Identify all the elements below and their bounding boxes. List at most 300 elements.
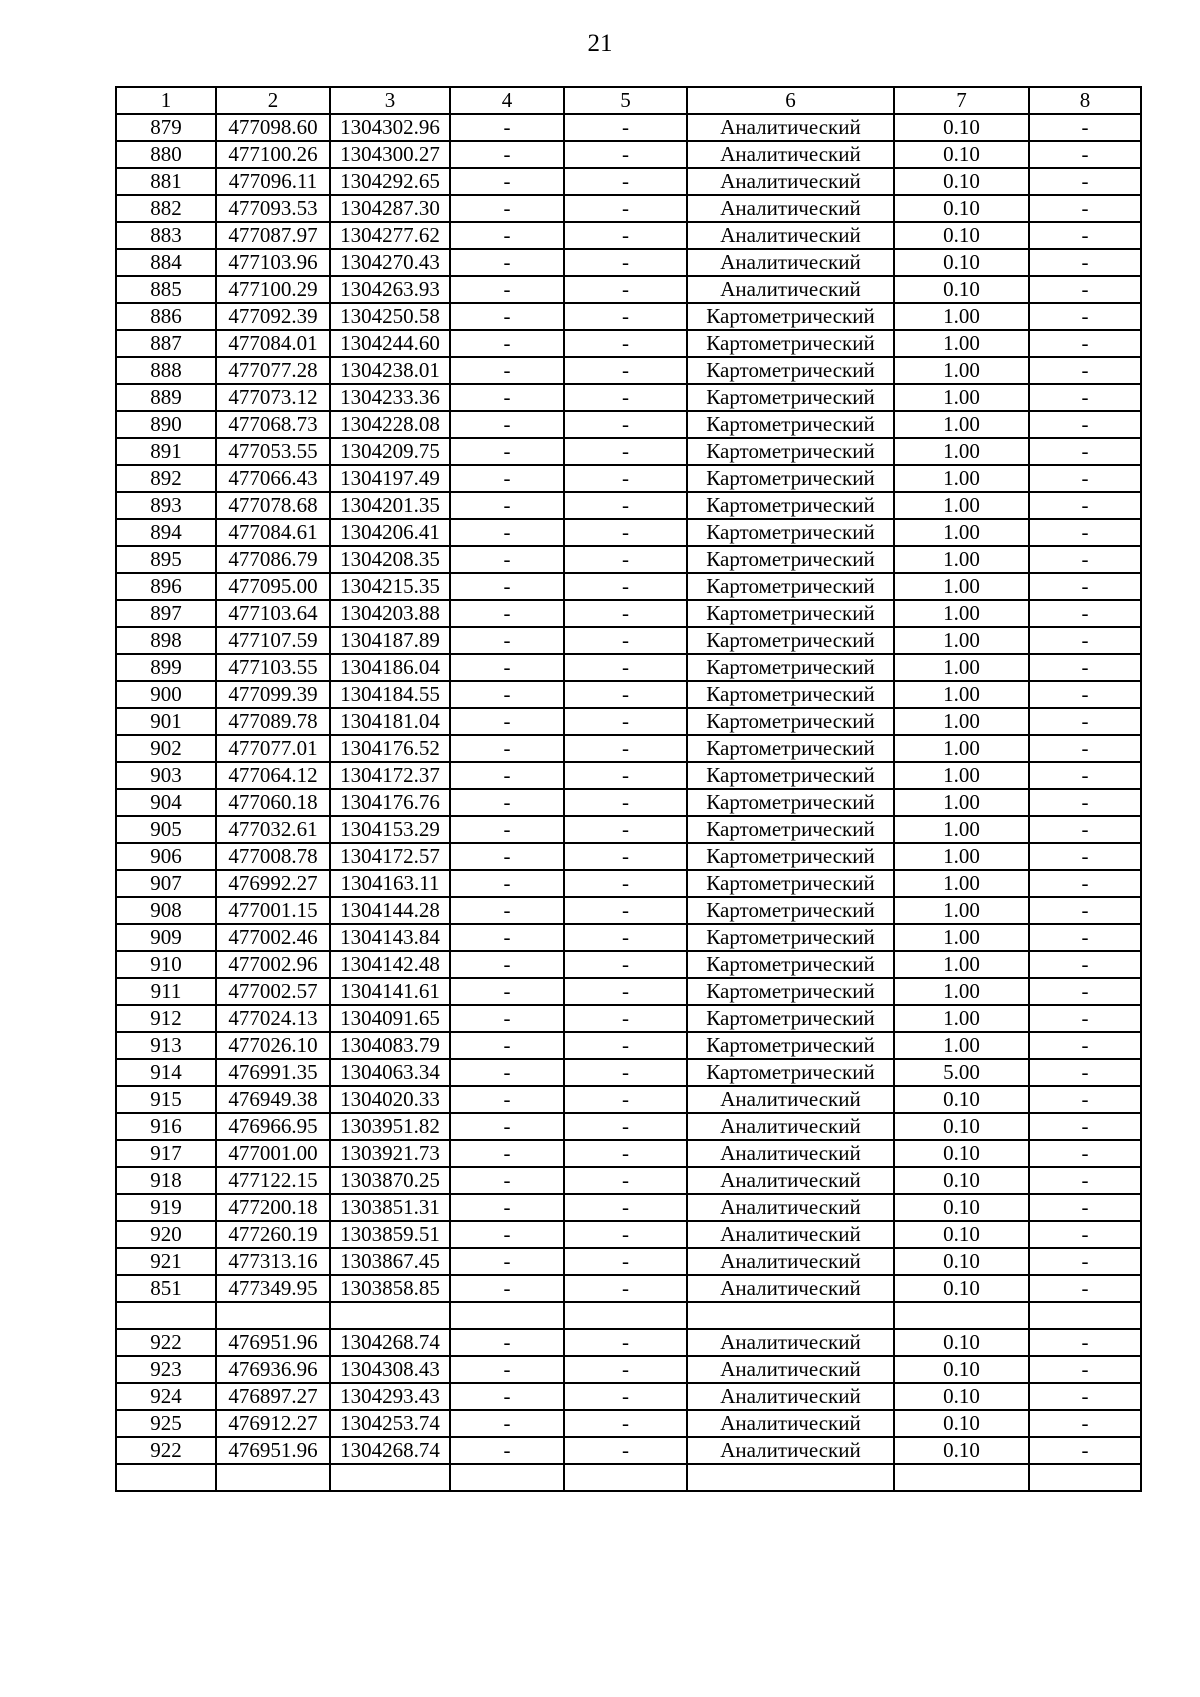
cell-accuracy	[894, 1302, 1029, 1329]
cell-col-5: -	[564, 924, 687, 951]
table-row	[116, 978, 1141, 1005]
cell-col-8: -	[1029, 627, 1141, 654]
cell-method: Аналитический	[687, 222, 894, 249]
cell-col-5: -	[564, 438, 687, 465]
cell-y-coordinate: 1304215.35	[330, 573, 450, 600]
cell-method: Картометрический	[687, 546, 894, 573]
table-row	[116, 492, 1141, 519]
cell-x-coordinate: 477122.15	[216, 1167, 330, 1194]
cell-col-5: -	[564, 195, 687, 222]
cell-col-8: -	[1029, 141, 1141, 168]
cell-x-coordinate: 477073.12	[216, 384, 330, 411]
cell-col-8: -	[1029, 330, 1141, 357]
cell-method: Аналитический	[687, 1221, 894, 1248]
cell-accuracy: 1.00	[894, 465, 1029, 492]
cell-x-coordinate	[216, 1464, 330, 1491]
cell-col-5: -	[564, 519, 687, 546]
cell-col-4: -	[450, 546, 564, 573]
cell-col-8: -	[1029, 303, 1141, 330]
cell-point-number: 909	[116, 924, 216, 951]
cell-col-4: -	[450, 1437, 564, 1464]
cell-method: Аналитический	[687, 1410, 894, 1437]
cell-col-4: -	[450, 1410, 564, 1437]
cell-method: Картометрический	[687, 357, 894, 384]
cell-col-5	[564, 1302, 687, 1329]
cell-x-coordinate: 477068.73	[216, 411, 330, 438]
cell-col-8: -	[1029, 924, 1141, 951]
header-cell-1: 1	[116, 87, 216, 114]
cell-point-number: 897	[116, 600, 216, 627]
cell-col-4: -	[450, 978, 564, 1005]
cell-col-5: -	[564, 1140, 687, 1167]
cell-col-4: -	[450, 1167, 564, 1194]
cell-col-5: -	[564, 168, 687, 195]
table-row	[116, 816, 1141, 843]
cell-x-coordinate: 477032.61	[216, 816, 330, 843]
table-row	[116, 1140, 1141, 1167]
table-row	[116, 1383, 1141, 1410]
cell-col-8: -	[1029, 1437, 1141, 1464]
cell-col-5: -	[564, 654, 687, 681]
cell-method: Картометрический	[687, 1005, 894, 1032]
cell-accuracy: 0.10	[894, 1086, 1029, 1113]
cell-x-coordinate: 477002.57	[216, 978, 330, 1005]
cell-method: Картометрический	[687, 1032, 894, 1059]
cell-y-coordinate: 1304206.41	[330, 519, 450, 546]
cell-accuracy: 0.10	[894, 114, 1029, 141]
cell-method: Аналитический	[687, 1437, 894, 1464]
cell-point-number: 900	[116, 681, 216, 708]
cell-accuracy: 0.10	[894, 1329, 1029, 1356]
cell-point-number: 887	[116, 330, 216, 357]
cell-point-number: 924	[116, 1383, 216, 1410]
cell-method: Картометрический	[687, 438, 894, 465]
cell-y-coordinate: 1304203.88	[330, 600, 450, 627]
table-row	[116, 168, 1141, 195]
cell-y-coordinate: 1304163.11	[330, 870, 450, 897]
table-row	[116, 1113, 1141, 1140]
cell-col-8: -	[1029, 789, 1141, 816]
cell-accuracy: 1.00	[894, 951, 1029, 978]
cell-col-4: -	[450, 438, 564, 465]
cell-method: Картометрический	[687, 735, 894, 762]
cell-accuracy: 1.00	[894, 384, 1029, 411]
cell-y-coordinate: 1304184.55	[330, 681, 450, 708]
cell-col-5: -	[564, 1167, 687, 1194]
cell-col-4: -	[450, 1113, 564, 1140]
cell-col-8: -	[1029, 168, 1141, 195]
cell-col-8: -	[1029, 1194, 1141, 1221]
cell-y-coordinate: 1304176.76	[330, 789, 450, 816]
cell-col-8: -	[1029, 1140, 1141, 1167]
table-row	[116, 357, 1141, 384]
cell-accuracy: 1.00	[894, 816, 1029, 843]
cell-col-4	[450, 1302, 564, 1329]
cell-accuracy: 1.00	[894, 870, 1029, 897]
cell-col-5: -	[564, 357, 687, 384]
cell-x-coordinate: 477084.01	[216, 330, 330, 357]
cell-method: Аналитический	[687, 1113, 894, 1140]
table-row	[116, 1032, 1141, 1059]
cell-x-coordinate: 477086.79	[216, 546, 330, 573]
cell-y-coordinate: 1304020.33	[330, 1086, 450, 1113]
cell-col-5: -	[564, 114, 687, 141]
cell-col-5: -	[564, 303, 687, 330]
cell-accuracy: 1.00	[894, 546, 1029, 573]
cell-col-8	[1029, 1302, 1141, 1329]
cell-point-number: 920	[116, 1221, 216, 1248]
cell-point-number: 885	[116, 276, 216, 303]
table-row	[116, 114, 1141, 141]
cell-col-8	[1029, 1464, 1141, 1491]
cell-col-4: -	[450, 492, 564, 519]
cell-method: Аналитический	[687, 1356, 894, 1383]
cell-method: Картометрический	[687, 411, 894, 438]
table-row	[116, 438, 1141, 465]
cell-point-number: 882	[116, 195, 216, 222]
table-row	[116, 1275, 1141, 1302]
cell-method: Аналитический	[687, 168, 894, 195]
cell-col-5: -	[564, 708, 687, 735]
cell-accuracy: 0.10	[894, 249, 1029, 276]
cell-col-8: -	[1029, 978, 1141, 1005]
cell-accuracy: 0.10	[894, 276, 1029, 303]
cell-method: Аналитический	[687, 1275, 894, 1302]
cell-method: Картометрический	[687, 465, 894, 492]
header-cell-7: 7	[894, 87, 1029, 114]
cell-col-8: -	[1029, 1329, 1141, 1356]
cell-col-5: -	[564, 1437, 687, 1464]
cell-col-5: -	[564, 465, 687, 492]
cell-x-coordinate: 477103.96	[216, 249, 330, 276]
cell-y-coordinate: 1303921.73	[330, 1140, 450, 1167]
table-row	[116, 1086, 1141, 1113]
cell-point-number: 896	[116, 573, 216, 600]
cell-col-5: -	[564, 897, 687, 924]
cell-y-coordinate: 1303851.31	[330, 1194, 450, 1221]
cell-col-4: -	[450, 951, 564, 978]
cell-x-coordinate: 477099.39	[216, 681, 330, 708]
cell-x-coordinate: 477100.29	[216, 276, 330, 303]
cell-y-coordinate: 1304270.43	[330, 249, 450, 276]
cell-col-4: -	[450, 1086, 564, 1113]
cell-y-coordinate: 1303951.82	[330, 1113, 450, 1140]
cell-col-8: -	[1029, 411, 1141, 438]
cell-x-coordinate: 477077.01	[216, 735, 330, 762]
cell-y-coordinate: 1304083.79	[330, 1032, 450, 1059]
cell-col-8: -	[1029, 951, 1141, 978]
cell-accuracy: 1.00	[894, 897, 1029, 924]
cell-y-coordinate: 1304197.49	[330, 465, 450, 492]
cell-col-4: -	[450, 1221, 564, 1248]
cell-y-coordinate: 1304268.74	[330, 1329, 450, 1356]
table-row	[116, 330, 1141, 357]
cell-col-5: -	[564, 789, 687, 816]
cell-col-4: -	[450, 708, 564, 735]
cell-x-coordinate: 477001.15	[216, 897, 330, 924]
cell-y-coordinate: 1304300.27	[330, 141, 450, 168]
table-row	[116, 951, 1141, 978]
table-header-row	[116, 87, 1141, 114]
cell-x-coordinate: 477107.59	[216, 627, 330, 654]
cell-x-coordinate: 477100.26	[216, 141, 330, 168]
cell-col-8: -	[1029, 249, 1141, 276]
cell-col-5: -	[564, 573, 687, 600]
cell-col-5: -	[564, 735, 687, 762]
table-row	[116, 762, 1141, 789]
cell-col-4: -	[450, 627, 564, 654]
cell-y-coordinate: 1304244.60	[330, 330, 450, 357]
table-row	[116, 870, 1141, 897]
cell-y-coordinate: 1303867.45	[330, 1248, 450, 1275]
cell-accuracy: 1.00	[894, 1005, 1029, 1032]
cell-col-4: -	[450, 897, 564, 924]
cell-method: Картометрический	[687, 681, 894, 708]
cell-y-coordinate: 1304293.43	[330, 1383, 450, 1410]
cell-method: Аналитический	[687, 276, 894, 303]
cell-y-coordinate: 1304176.52	[330, 735, 450, 762]
cell-point-number: 916	[116, 1113, 216, 1140]
cell-col-8: -	[1029, 357, 1141, 384]
cell-col-4: -	[450, 1329, 564, 1356]
cell-point-number: 899	[116, 654, 216, 681]
cell-col-8: -	[1029, 222, 1141, 249]
cell-col-4: -	[450, 735, 564, 762]
table-row	[116, 411, 1141, 438]
header-cell-3: 3	[330, 87, 450, 114]
cell-col-5: -	[564, 1329, 687, 1356]
cell-y-coordinate: 1304172.37	[330, 762, 450, 789]
cell-accuracy: 0.10	[894, 1383, 1029, 1410]
cell-x-coordinate: 476966.95	[216, 1113, 330, 1140]
cell-col-4: -	[450, 357, 564, 384]
cell-y-coordinate: 1304233.36	[330, 384, 450, 411]
cell-y-coordinate	[330, 1464, 450, 1491]
cell-accuracy: 1.00	[894, 735, 1029, 762]
cell-point-number	[116, 1464, 216, 1491]
cell-accuracy: 1.00	[894, 330, 1029, 357]
cell-y-coordinate: 1304238.01	[330, 357, 450, 384]
cell-col-8: -	[1029, 438, 1141, 465]
cell-accuracy: 1.00	[894, 357, 1029, 384]
cell-col-5: -	[564, 1086, 687, 1113]
cell-accuracy: 1.00	[894, 600, 1029, 627]
table-row	[116, 1005, 1141, 1032]
cell-point-number: 906	[116, 843, 216, 870]
cell-col-4: -	[450, 1140, 564, 1167]
cell-col-5: -	[564, 1005, 687, 1032]
cell-x-coordinate: 477089.78	[216, 708, 330, 735]
cell-col-8: -	[1029, 1410, 1141, 1437]
cell-accuracy: 1.00	[894, 411, 1029, 438]
cell-col-5: -	[564, 546, 687, 573]
cell-accuracy: 1.00	[894, 654, 1029, 681]
cell-col-5: -	[564, 1410, 687, 1437]
cell-col-8: -	[1029, 1356, 1141, 1383]
cell-method: Картометрический	[687, 384, 894, 411]
cell-col-4: -	[450, 1194, 564, 1221]
cell-col-8: -	[1029, 681, 1141, 708]
cell-col-4: -	[450, 411, 564, 438]
cell-col-8: -	[1029, 1113, 1141, 1140]
table-row	[116, 249, 1141, 276]
cell-y-coordinate: 1304201.35	[330, 492, 450, 519]
cell-x-coordinate: 477053.55	[216, 438, 330, 465]
cell-col-4: -	[450, 600, 564, 627]
header-cell-8: 8	[1029, 87, 1141, 114]
cell-x-coordinate: 476936.96	[216, 1356, 330, 1383]
table-row	[116, 222, 1141, 249]
table-row	[116, 1221, 1141, 1248]
cell-accuracy: 5.00	[894, 1059, 1029, 1086]
table-row	[116, 1410, 1141, 1437]
cell-col-8: -	[1029, 735, 1141, 762]
cell-y-coordinate: 1304208.35	[330, 546, 450, 573]
cell-method: Картометрический	[687, 600, 894, 627]
cell-col-5: -	[564, 951, 687, 978]
cell-y-coordinate: 1304186.04	[330, 654, 450, 681]
table-row	[116, 600, 1141, 627]
cell-point-number: 851	[116, 1275, 216, 1302]
cell-y-coordinate: 1304172.57	[330, 843, 450, 870]
cell-accuracy: 0.10	[894, 141, 1029, 168]
cell-point-number: 907	[116, 870, 216, 897]
cell-method: Картометрический	[687, 1059, 894, 1086]
cell-y-coordinate: 1303859.51	[330, 1221, 450, 1248]
cell-y-coordinate: 1304063.34	[330, 1059, 450, 1086]
cell-col-5: -	[564, 492, 687, 519]
cell-point-number	[116, 1302, 216, 1329]
cell-method: Аналитический	[687, 1329, 894, 1356]
cell-col-5: -	[564, 627, 687, 654]
table-row	[116, 1356, 1141, 1383]
cell-y-coordinate: 1304228.08	[330, 411, 450, 438]
cell-method: Картометрический	[687, 951, 894, 978]
cell-method: Картометрический	[687, 492, 894, 519]
cell-col-4: -	[450, 789, 564, 816]
cell-point-number: 884	[116, 249, 216, 276]
table-row	[116, 303, 1141, 330]
cell-col-8: -	[1029, 195, 1141, 222]
table-row	[116, 1167, 1141, 1194]
cell-col-4: -	[450, 276, 564, 303]
cell-point-number: 886	[116, 303, 216, 330]
cell-col-8: -	[1029, 816, 1141, 843]
table-row	[116, 924, 1141, 951]
cell-accuracy: 0.10	[894, 1275, 1029, 1302]
cell-method: Картометрический	[687, 708, 894, 735]
cell-col-4: -	[450, 1005, 564, 1032]
cell-col-5: -	[564, 1383, 687, 1410]
header-cell-4: 4	[450, 87, 564, 114]
cell-col-4: -	[450, 1275, 564, 1302]
cell-x-coordinate: 477095.00	[216, 573, 330, 600]
cell-accuracy: 1.00	[894, 762, 1029, 789]
cell-accuracy: 0.10	[894, 222, 1029, 249]
cell-col-5: -	[564, 249, 687, 276]
cell-col-5: -	[564, 816, 687, 843]
cell-col-8: -	[1029, 708, 1141, 735]
cell-y-coordinate: 1304187.89	[330, 627, 450, 654]
cell-col-4: -	[450, 141, 564, 168]
cell-accuracy: 1.00	[894, 924, 1029, 951]
cell-col-4: -	[450, 222, 564, 249]
cell-y-coordinate: 1304287.30	[330, 195, 450, 222]
cell-col-5: -	[564, 1356, 687, 1383]
cell-col-5: -	[564, 843, 687, 870]
cell-y-coordinate: 1304292.65	[330, 168, 450, 195]
cell-x-coordinate: 477313.16	[216, 1248, 330, 1275]
table-row	[116, 627, 1141, 654]
header-cell-2: 2	[216, 87, 330, 114]
cell-x-coordinate: 476992.27	[216, 870, 330, 897]
cell-col-8: -	[1029, 114, 1141, 141]
cell-y-coordinate: 1304181.04	[330, 708, 450, 735]
cell-x-coordinate: 477096.11	[216, 168, 330, 195]
table-row	[116, 141, 1141, 168]
table-row	[116, 276, 1141, 303]
cell-y-coordinate: 1304142.48	[330, 951, 450, 978]
cell-y-coordinate: 1303870.25	[330, 1167, 450, 1194]
cell-method: Картометрический	[687, 519, 894, 546]
cell-col-5: -	[564, 411, 687, 438]
cell-x-coordinate: 477103.55	[216, 654, 330, 681]
cell-col-5: -	[564, 762, 687, 789]
cell-accuracy: 0.10	[894, 1194, 1029, 1221]
cell-col-5: -	[564, 978, 687, 1005]
cell-point-number: 902	[116, 735, 216, 762]
cell-point-number: 889	[116, 384, 216, 411]
cell-y-coordinate: 1304144.28	[330, 897, 450, 924]
cell-accuracy: 1.00	[894, 843, 1029, 870]
cell-col-4: -	[450, 1383, 564, 1410]
cell-accuracy: 0.10	[894, 1356, 1029, 1383]
cell-accuracy: 1.00	[894, 303, 1029, 330]
cell-method: Картометрический	[687, 762, 894, 789]
cell-point-number: 912	[116, 1005, 216, 1032]
cell-x-coordinate: 477064.12	[216, 762, 330, 789]
cell-method: Картометрический	[687, 303, 894, 330]
cell-y-coordinate: 1304209.75	[330, 438, 450, 465]
cell-method: Картометрический	[687, 897, 894, 924]
cell-point-number: 888	[116, 357, 216, 384]
cell-col-5: -	[564, 330, 687, 357]
cell-col-4: -	[450, 1032, 564, 1059]
cell-x-coordinate: 476951.96	[216, 1329, 330, 1356]
cell-method: Аналитический	[687, 1167, 894, 1194]
cell-accuracy: 0.10	[894, 1410, 1029, 1437]
cell-y-coordinate: 1304141.61	[330, 978, 450, 1005]
cell-point-number: 880	[116, 141, 216, 168]
cell-col-5: -	[564, 870, 687, 897]
cell-x-coordinate: 477098.60	[216, 114, 330, 141]
cell-method: Картометрический	[687, 627, 894, 654]
table-row	[116, 573, 1141, 600]
cell-point-number: 921	[116, 1248, 216, 1275]
cell-point-number: 883	[116, 222, 216, 249]
table-row	[116, 789, 1141, 816]
cell-accuracy: 1.00	[894, 492, 1029, 519]
cell-col-8: -	[1029, 1005, 1141, 1032]
cell-col-4: -	[450, 924, 564, 951]
cell-point-number: 922	[116, 1329, 216, 1356]
cell-col-4: -	[450, 1356, 564, 1383]
coordinates-table	[115, 86, 1142, 1492]
cell-x-coordinate: 477077.28	[216, 357, 330, 384]
cell-accuracy: 1.00	[894, 573, 1029, 600]
cell-method: Аналитический	[687, 195, 894, 222]
cell-y-coordinate: 1304302.96	[330, 114, 450, 141]
